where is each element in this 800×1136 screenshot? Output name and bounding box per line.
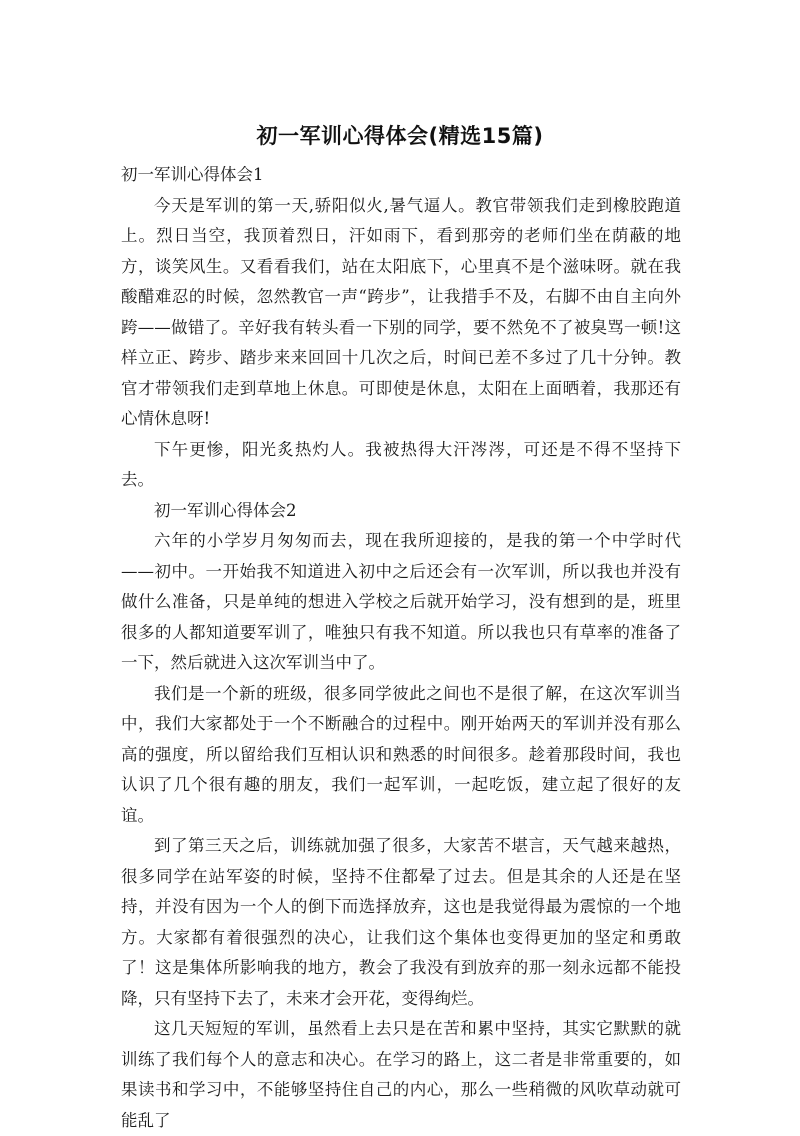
paragraph: 我们是一个新的班级，很多同学彼此之间也不是很了解，在这次军训当中，我们大家都处于一个不断融合的过程中。刚开始两天的军训并没有那么高的强度，所以留给我们互相认识和熟悉的时间很多。趁着那段时间，我也认识了几个很有趣的朋友，我们一起军训，一起吃饭，建立起了很好的友谊。 <box>121 683 681 825</box>
document-body <box>121 160 681 1136</box>
paragraph: 六年的小学岁月匆匆而去，现在我所迎接的，是我的第一个中学时代——初中。一开始我不知道进入初中之后还会有一次军训，所以我也并没有做什么准备，只是单纯的想进入学校之后就开始学习，没有想到的是，班里很多的人都知道要军训了，唯独只有我不知道。所以我也只有草率的准备了一下，然后就进入这次军训当中了。 <box>121 531 681 672</box>
paragraph: 到了第三天之后，训练就加强了很多，大家苦不堪言，天气越来越热，很多同学在站军姿的时候，坚持不住都晕了过去。但是其余的人还是在坚持，并没有因为一个人的倒下而选择放弃，这也是我觉得最为震惊的一个地方。大家都有着很强烈的决心，让我们这个集体也变得更加的坚定和勇敢了！这是集体所影响我的地方，教会了我没有到放弃的那一刻永远都不能投降，只有坚持下去了，未来才会开花，变得绚烂。 <box>121 836 681 1008</box>
section-heading: 初一军训心得体会1 <box>121 165 264 184</box>
paragraph: 下午更惨，阳光炙热灼人。我被热得大汗涔涔，可还是不得不坚持下去。 <box>121 439 681 489</box>
document-title: 初一军训心得体会(精选15篇) <box>256 124 544 148</box>
section-heading: 初一军训心得体会2 <box>154 500 297 520</box>
paragraph: 这几天短短的军训，虽然看上去只是在苦和累中坚持，其实它默默的就训练了我们每个人的意志和决心。在学习的路上，这二者是非常重要的，如果读书和学习中，不能够坚持住自己的内心，那么一些稍微的风吹草动就可能乱了 <box>121 1019 681 1130</box>
paragraph: 今天是军训的第一天,骄阳似火,暑气逼人。教官带领我们走到橡胶跑道上。烈日当空，我顶着烈日，汗如雨下，看到那旁的老师们坐在荫蔽的地方，谈笑风生。又看看我们，站在太阳底下，心里真不是个滋味呀。就在我酸醋难忍的时候，忽然教官一声“跨步”，让我措手不及，右脚不由自主向外跨——做错了。辛好我有转头看一下别的同学，要不然免不了被臭骂一顿!这样立正、跨步、踏步来来回回十几次之后，时间已差不多过了几十分钟。教官才带领我们走到草地上休息。可即使是休息，太阳在上面晒着，我那还有心情休息呀! <box>121 195 681 428</box>
